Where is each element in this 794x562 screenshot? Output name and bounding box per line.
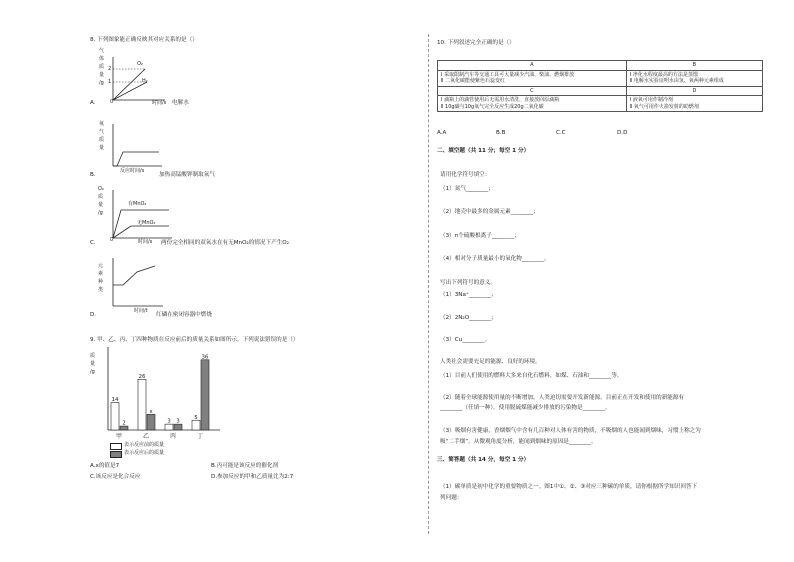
q10-cell-d: Ⅰ 液氧可用作制冷剂 Ⅱ 氧气可用作火箭发射的助燃剂 xyxy=(626,96,762,112)
q9-ylabel: 质 量 /g xyxy=(90,353,96,375)
q8a-tick-2: 2 xyxy=(108,66,112,72)
sec2-sym-3: （3）Cu________。 xyxy=(440,337,491,343)
q8c-letter: C. xyxy=(90,240,96,246)
sec2-item-2: （2）地壳中最多的金属元素________； xyxy=(440,209,539,215)
bar-label-丁-before: 5 xyxy=(194,414,198,421)
q8d-caption: 红磷在密闭容器中燃烧 xyxy=(156,312,212,318)
q8d-xlabel: 时间/t xyxy=(134,308,148,314)
q8c-without-curve xyxy=(113,226,169,238)
q8c-with-label: 有MnO₂ xyxy=(128,201,147,207)
q10-table xyxy=(437,60,763,112)
q8b-axes xyxy=(107,124,167,169)
bar-label-甲-before: 14 xyxy=(111,397,119,404)
legend-before-label: 表示反应前的质量 xyxy=(124,442,165,448)
q8c-axes xyxy=(107,190,177,240)
q9-category-丁: 丁 xyxy=(196,433,204,440)
q10-head-c: C xyxy=(438,86,627,96)
bar-label-丁-after: 36 xyxy=(201,354,209,361)
q9-option-d[interactable]: D.参加反应的甲和乙质量比为2:7 xyxy=(211,474,294,480)
q8a-tick-1: 1 xyxy=(108,79,112,85)
bar-丙-after xyxy=(174,424,182,430)
column-divider xyxy=(428,34,429,534)
section3-title: 三、简答题（共 14 分，每空 1 分） xyxy=(437,457,530,463)
bar-label-甲-after: 2 xyxy=(122,420,126,427)
q10-head-d: D xyxy=(626,86,762,96)
bar-label-乙-after: x xyxy=(149,408,153,415)
bar-乙-before xyxy=(138,379,146,430)
q8b-ylabel: 氧 气 质 量 xyxy=(99,121,105,151)
bar-乙-after xyxy=(147,414,155,430)
q10-answer-b[interactable]: B.B xyxy=(496,130,506,136)
q10-cell-b: Ⅰ 净化水程度最高的方法是蒸馏 Ⅱ 电解水实验证明水由氢、氧两种元素组成 xyxy=(626,70,762,86)
energy-q3-line2: 吸“二手烟”。从微观角度分析，能闻到烟味的原因是________。 xyxy=(440,439,597,445)
q8c-origin: 0 xyxy=(110,237,114,243)
q8d-letter: D. xyxy=(90,312,97,318)
q10-answer-a[interactable]: A.A xyxy=(437,130,447,136)
q10-answer-d[interactable]: D.D xyxy=(617,130,628,136)
q8b-caption: 加热高锰酸钾制取氧气 xyxy=(159,172,215,178)
q10-title: 10. 下列叙述完全正确的是（） xyxy=(437,40,515,46)
q9-category-乙: 乙 xyxy=(142,433,150,440)
q8a-o2-label: O₂ xyxy=(137,61,143,67)
q8d-ylabel: 元 素 种 类 xyxy=(98,263,104,293)
q9-option-b[interactable]: B.丙可能是该反应的催化剂 xyxy=(211,463,279,469)
energy-q1: （1）目前人们使用的燃料大多来自化石燃料，如煤、石油和________等。 xyxy=(440,373,623,379)
bar-label-乙-before: 26 xyxy=(138,373,146,380)
q8c-ylabel: O₂ 质 量 /g xyxy=(98,186,104,216)
bar-丁-after xyxy=(201,360,209,430)
bar-甲-before xyxy=(111,403,119,430)
bar-丁-before xyxy=(192,420,200,430)
q9-option-c[interactable]: C.该反应是化合反应 xyxy=(90,474,141,480)
q10-head-a: A xyxy=(438,61,627,71)
q8-title: 8. 下列图象能正确反映其对应关系的是（） xyxy=(90,37,198,43)
energy-q2-line1: （2）随着全球能源使用量的不断增加，人类迫切需要开发新能源。目前正在开发和使用的新能源有 xyxy=(440,395,685,401)
q8a-h2-label: H₂ xyxy=(142,78,148,84)
legend-after-swatch xyxy=(110,451,122,458)
section2-title: 二、填空题（共 11 分；每空 1 分） xyxy=(437,148,530,154)
q8a-ylabel: 气 体 质 量 /g xyxy=(99,48,105,86)
bar-甲-after xyxy=(120,426,128,430)
q8c-caption: 两份完全相同的双氧水在有无MnO₂的情况下产生O₂ xyxy=(161,240,289,246)
energy-intro: 人类社会需要充足的能源、良好的环境。 xyxy=(440,359,541,365)
sec2-sym-1: （1）3Na⁺________； xyxy=(440,292,497,298)
q8c-without-label: 无MnO₂ xyxy=(137,220,156,226)
q9-category-甲: 甲 xyxy=(115,433,123,440)
sec2-item-3: （3）n个硫酸根离子________； xyxy=(440,233,520,239)
q10-cell-a: Ⅰ 采取限制汽车等交通工具可大量减少汽油、柴油、燃烟排放 Ⅱ 二氧化碳能使紫色石蕊变红 xyxy=(438,70,627,86)
bar-label-丙-before: 3 xyxy=(167,418,171,425)
q8d-curve xyxy=(113,266,155,285)
energy-q2-line2: ________（任填一种）。使用脱硫煤能减少排放的污染物是________。 xyxy=(440,405,611,411)
sec2-sym-2: （2）2N₂O________； xyxy=(440,315,498,321)
q8b-xlabel: 反应时间/s xyxy=(120,168,145,174)
q8a-xlabel: 时间/s xyxy=(152,100,167,106)
q8a-caption: 电解水 xyxy=(172,100,189,106)
q9-option-a[interactable]: A.x的值是7 xyxy=(90,463,120,469)
q8c-xlabel: 时间/s xyxy=(138,239,153,245)
legend-before-swatch xyxy=(110,443,122,450)
sec2-intro: 请用化学符号填空： xyxy=(440,172,491,178)
legend-after-label: 表示反应后的质量 xyxy=(124,450,165,456)
q8a-letter: A. xyxy=(90,100,96,106)
sec2-intro2: 写出下列符号的意义。 xyxy=(440,280,496,286)
sec3-q1-line1: （1）碳单质是初中化学的重要物质之一。图1中①、②、③对应三种碳的单质，请你根据所学知识回答下 xyxy=(440,484,698,490)
sec3-q1-line2: 列问题： xyxy=(440,495,463,501)
bar-丙-before xyxy=(165,424,173,430)
q10-answer-c[interactable]: C.C xyxy=(556,130,566,136)
q10-head-b: B xyxy=(626,61,762,71)
q9-title: 9. 甲、乙、丙、丁四种物质在反应前后的质量关系如图所示，下列说法错误的是（） xyxy=(90,337,299,343)
q8a-o2-line xyxy=(113,69,145,100)
q9-category-丙: 丙 xyxy=(169,433,177,440)
sec2-item-1: （1）氮气________； xyxy=(440,186,494,192)
energy-q3-line1: （3）吸烟有害健康，香烟烟气中含有几百种对人体有害的物质，不吸烟的人也能闻到烟味，习惯上称之为 xyxy=(440,428,701,434)
q9-bar-chart xyxy=(100,345,220,445)
q10-cell-c: Ⅰ 滴瓶上的滴管使用后无需用水清洗，直接放回原滴瓶 Ⅱ 10g碳与10g氧气完全反应生成20g二氧化碳 xyxy=(438,96,627,112)
q8a-origin: 0 xyxy=(110,99,114,105)
q8d-axes xyxy=(107,258,167,308)
q8b-letter: B. xyxy=(90,172,96,178)
bar-label-丙-after: 3 xyxy=(176,418,180,425)
q8b-curve xyxy=(113,152,159,166)
sec2-item-4: （4）相对分子质量最小的氧化物________。 xyxy=(440,256,550,262)
